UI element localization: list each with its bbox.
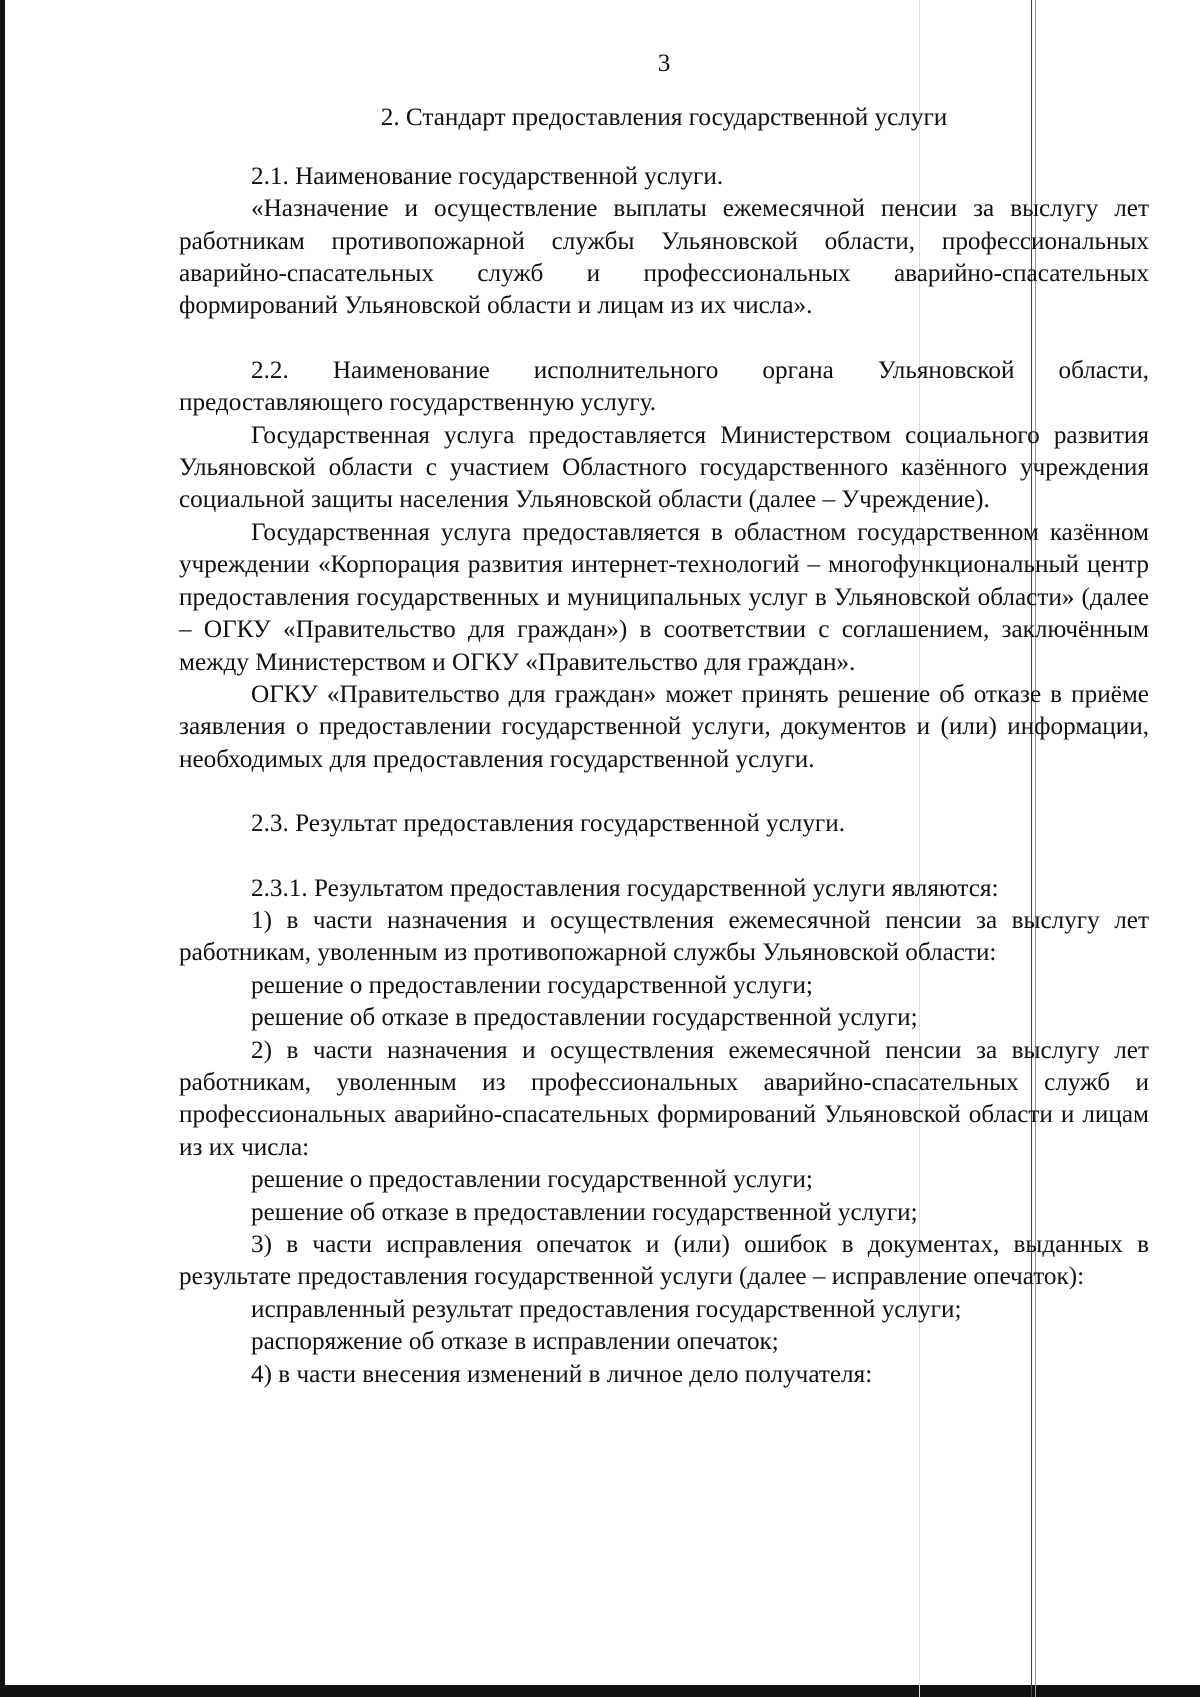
- paragraph-gap: [179, 841, 1149, 873]
- section-title: 2. Стандарт предоставления государственной услуги: [380, 104, 948, 132]
- paragraph-gap: [179, 776, 1149, 808]
- paragraph: 2.3. Результат предоставления государственной услуги.: [251, 810, 846, 838]
- scan-border-bottom: [0, 1685, 1200, 1697]
- paragraph: распоряжение об отказе в исправлении опечаток;: [251, 1328, 779, 1356]
- paragraph: 2.3.1. Результатом предоставления государственной услуги являются:: [251, 874, 999, 902]
- paragraph: 2.2. Наименование исполнительного органа Ульяновской области, предоставляющего государственную услугу.: [179, 356, 1149, 417]
- paragraph: 2.1. Наименование государственной услуги.: [251, 162, 724, 190]
- document-page: [179, 48, 1149, 1391]
- document-body: [179, 161, 1149, 1391]
- scan-border-left: [0, 0, 5, 1697]
- paragraph-gap: [179, 323, 1149, 355]
- paragraph: решение о предоставлении государственной услуги;: [251, 971, 813, 999]
- paragraph: исправленный результат предоставления государственной услуги;: [251, 1295, 962, 1323]
- paragraph: 1) в части назначения и осуществления ежемесячной пенсии за выслугу лет работникам, уволенным из противопожарной службы Ульяновской области:: [179, 906, 1149, 967]
- paragraph: решение о предоставлении государственной услуги;: [251, 1166, 813, 1194]
- paragraph: ОГКУ «Правительство для граждан» может принять решение об отказе в приёме заявления о предоставлении государственной услуги, документов и (или) информации, необходимых для предоставления государственной услуги.: [179, 680, 1149, 773]
- paragraph: Государственная услуга предоставляется Министерством социального развития Ульяновской области с участием Областного государственного казённого учреждения социальной защиты населения Ульяновской области (далее – Учреждение).: [179, 421, 1149, 514]
- paragraph: «Назначение и осуществление выплаты ежемесячной пенсии за выслугу лет работникам противопожарной службы Ульяновской области, профессиональных аварийно-спасательных служб и профессиональных аварийно-спасательных формирований Ульяновской области и лицам из их числа».: [179, 195, 1149, 320]
- paragraph: решение об отказе в предоставлении государственной услуги;: [251, 1198, 918, 1226]
- paragraph: 3) в части исправления опечаток и (или) ошибок в документах, выданных в результате предоставления государственной услуги (далее – исправление опечаток):: [179, 1231, 1149, 1291]
- paragraph: 2) в части назначения и осуществления ежемесячной пенсии за выслугу лет работникам, уволенным из профессиональных аварийно-спасательных служб и профессиональных аварийно-спасательных формирований Ульяновской области и лицам из их числа:: [179, 1036, 1149, 1161]
- paragraph: 4) в части внесения изменений в личное дело получателя:: [251, 1360, 873, 1388]
- paragraph: решение об отказе в предоставлении государственной услуги;: [251, 1004, 918, 1032]
- paragraph: Государственная услуга предоставляется в областном государственном казённом учреждении «Корпорация развития интернет-технологий – многофункциональный центр предоставления государственных и муниципальных услуг в Ульяновской области» (далее – ОГКУ «Правительство для граждан») в соответствии с соглашением, заключённым между Министерством и ОГКУ «Правительство для граждан».: [179, 518, 1149, 676]
- page-number: 3: [657, 50, 671, 77]
